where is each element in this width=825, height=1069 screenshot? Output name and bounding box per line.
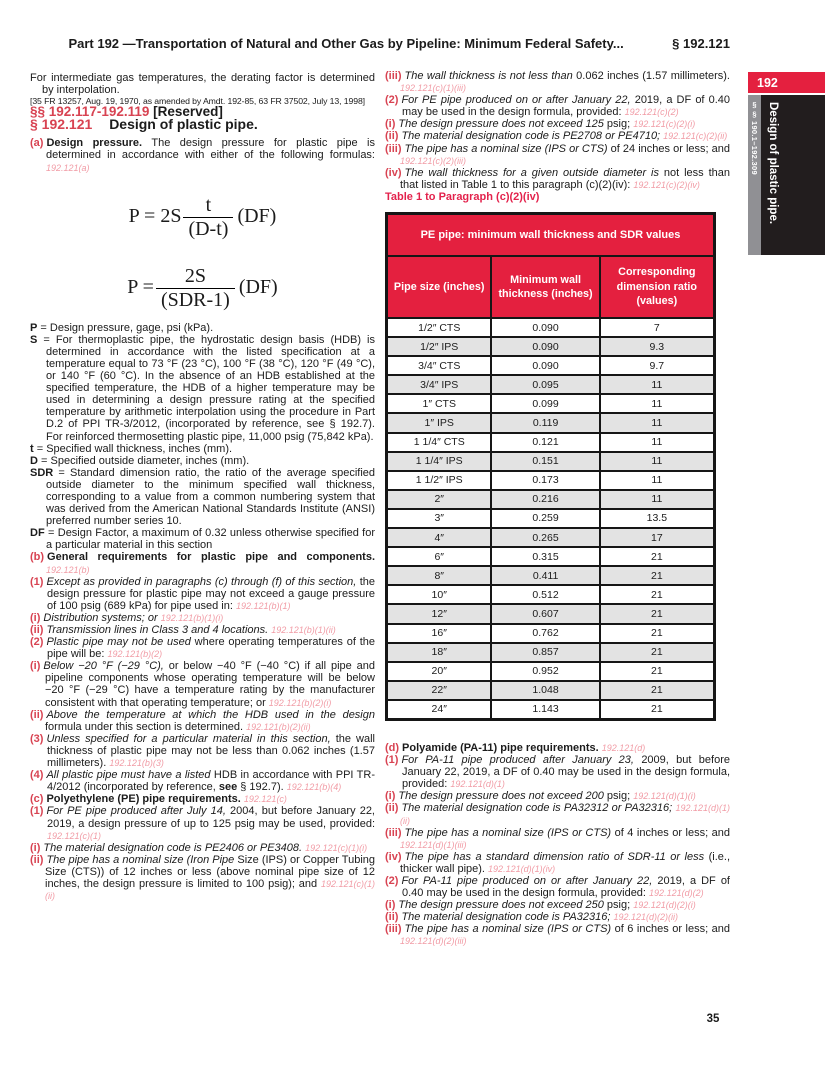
paragraph	[385, 94, 730, 118]
paragraph-number: (ii)	[30, 853, 44, 866]
paragraph	[385, 911, 730, 923]
sidebar-chapter-tab	[748, 95, 825, 255]
table-cell: 21	[600, 662, 715, 681]
table-cell: 11	[600, 394, 715, 413]
formula-definition	[30, 322, 375, 334]
paragraph-text: 2004, but before January 22, 2019, a design pressure of up to 125 psig may be used, provided:	[47, 805, 375, 830]
citation: 192.121(d)(1)(ii)	[400, 803, 730, 826]
paragraph	[30, 576, 375, 612]
paragraph-italic-text: The material designation code is PA32316;	[401, 911, 614, 924]
formula-rhs: (DF)	[238, 275, 278, 298]
paragraph-number: (1)	[30, 575, 44, 588]
paragraph-number: (ii)	[385, 802, 399, 815]
table-cell: 12″	[387, 604, 492, 623]
paragraph-text: 2019, a DF of 0.40 may be used in the design formula, provided:	[402, 94, 731, 119]
paragraph	[385, 802, 730, 826]
paragraph	[385, 875, 730, 899]
paragraph-number: (ii)	[30, 708, 44, 721]
paragraph	[385, 790, 730, 802]
definition-text: = For thermoplastic pipe, the hydrostatic design basis (HDB) is determined in accordance with the listed specification at a temperature equal to 73 °F (23 °C), 100 °F (38 °C), 120 °F (49 °C), or 140 °F (60 °C). In the absence of an HDB established at the specified temperature, the HDB of a higher temperature may be used in determining a design pressure rating at the specified temperature by arithmetic interpolation using the procedure in Part D.2 of PPI TR-3/2012, (incorporated by reference, see § 192.7). For reinforced thermosetting plastic pipe, 11,000 psig (75,842 kPa).	[43, 333, 375, 443]
table-cell: 1 1/2″ IPS	[387, 471, 492, 490]
table-cell: 21	[600, 547, 715, 566]
paragraph-number: (ii)	[385, 130, 399, 143]
paragraph-text: HDB in accordance with PPI TR-4/2012 (incorporated by reference,	[47, 769, 375, 794]
citation: 192.121(c)(2)(ii)	[663, 131, 728, 142]
design-pressure-formula-1	[30, 194, 375, 241]
paragraph-italic-text: The pipe has a nominal size (Iron Pipe	[46, 853, 235, 866]
paragraph	[385, 167, 730, 191]
table-cell: 0.121	[491, 433, 599, 452]
formula-denominator: (SDR-1)	[160, 288, 230, 311]
running-head-title: Part 192 —Transportation of Natural and Other Gas by Pipeline: Minimum Federal Safety...	[68, 36, 624, 51]
table-row	[387, 452, 715, 471]
paragraph-text: (i.e., thicker wall pipe).	[400, 850, 731, 875]
table-cell: 21	[600, 624, 715, 643]
table-row	[387, 318, 715, 337]
definition-text: = Design pressure, gage, psi (kPa).	[40, 321, 214, 334]
citation: 192.121(d)(1)(i)	[633, 791, 696, 802]
paragraph-number: (2)	[385, 94, 399, 107]
table-cell: 7	[600, 318, 715, 337]
paragraph-italic-text: The wall thickness for a given outside diameter is	[404, 166, 659, 179]
citation: 192.121(d)(2)(i)	[633, 900, 696, 911]
table-cell: 0.090	[491, 337, 599, 356]
paragraph-text: or below −40 °F (−40 °C) if all pipe and pipeline components whose operating temperature will be below −20 °F (−29 °C) have a temperature rating by the manufacturer consistent with that operating temperature; or	[45, 660, 375, 709]
paragraph-italic-text: The material designation code is PE2708 or PE4710;	[401, 130, 664, 143]
formula-fraction	[156, 265, 235, 312]
paragraph	[385, 742, 730, 754]
citation: 192.121(b)(2)(i)	[268, 697, 332, 708]
paragraph-text: The design pressure for plastic pipe is determined in accordance with either of the following formulas:	[46, 137, 375, 162]
paragraph-number: (i)	[30, 660, 41, 673]
page-number: 35	[706, 1013, 720, 1025]
table-cell: 0.512	[491, 585, 599, 604]
paragraph-number: (4)	[30, 769, 44, 782]
paragraph-text: Size (IPS) or Copper Tubing Size (CTS)) of 12 inches or less (above nominal pipe size of 12 inches, the design pressure is limited to 100 psig); and	[45, 853, 376, 890]
paragraph	[385, 923, 730, 947]
paragraph	[30, 769, 375, 793]
paragraph-text: psig;	[603, 899, 634, 912]
table-row	[387, 356, 715, 375]
table-cell: 0.173	[491, 471, 599, 490]
table-row	[387, 471, 715, 490]
paragraph	[30, 793, 375, 805]
citation: 192.121(d)(1)	[450, 779, 505, 790]
formula-definition	[30, 443, 375, 455]
definition-text: = Design Factor, a maximum of 0.32 unless otherwise specified for a particular material in this section	[46, 527, 375, 552]
running-head-section-ref: § 192.121	[672, 36, 730, 51]
paragraph-text: 0.062 inches (1.57 millimeters).	[572, 70, 730, 82]
table-cell: 3″	[387, 509, 492, 528]
definition-text: = Standard dimension ratio, the ratio of the average specified outside diameter to the minimum specified wall thickness, corresponding to a value from a common numbering system that was derived from the American National Standards Institute (ANSI) preferred number series 10.	[46, 466, 375, 528]
paragraph-italic-text: Except as provided in paragraphs (c) through (f) of this section,	[46, 575, 357, 588]
citation: 192.121(c)(2)(iii)	[400, 155, 467, 166]
paragraph-italic-text: The material designation code is PA32312 or PA32316;	[401, 802, 676, 815]
paragraph-italic-text: Transmission lines in Class 3 and 4 locations.	[46, 624, 272, 636]
table-title-row	[387, 214, 715, 257]
table-cell: 1.048	[491, 681, 599, 700]
table-cell: 1/2″ IPS	[387, 337, 492, 356]
paragraph-italic-text: Unless specified for a particular material in this section,	[46, 732, 331, 745]
paragraph-a-container	[30, 137, 375, 173]
paragraph-italic-text: Plastic pipe may not be used	[46, 636, 191, 649]
paragraph-number: (2)	[30, 636, 44, 649]
paragraph-number: (c)	[30, 793, 44, 806]
table-row	[387, 681, 715, 700]
paragraph-number: (i)	[385, 118, 396, 131]
paragraph-number: (iv)	[385, 850, 402, 863]
paragraph	[30, 805, 375, 841]
paragraph-number: (iii)	[385, 70, 402, 82]
paragraph-italic-text: The design pressure does not exceed 200	[398, 790, 604, 803]
paragraph-text: of 4 inches or less; and	[611, 826, 730, 839]
paragraph	[385, 143, 730, 167]
amendment-note: [35 FR 13257, Aug. 19, 1970, as amended by Amdt. 192-85, 63 FR 37502, July 13, 1998]	[30, 96, 365, 107]
table-row	[387, 528, 715, 547]
table-cell: 2″	[387, 490, 492, 509]
paragraph	[385, 118, 730, 130]
citation: 192.121(b)(1)(i)	[160, 612, 224, 623]
sidebar-tab	[748, 72, 825, 255]
definition-term: SDR	[30, 466, 54, 479]
definition-term: t	[30, 442, 34, 455]
table-title: PE pipe: minimum wall thickness and SDR values	[387, 214, 715, 257]
table-cell: 11	[600, 452, 715, 471]
formula-denominator: (D-t)	[188, 217, 229, 240]
citation: 192.121(b)	[46, 564, 90, 575]
paragraph-text: the wall thickness of plastic pipe may not be less than 0.062 inches (1.57 millimeters).	[47, 732, 375, 770]
table-cell: 0.762	[491, 624, 599, 643]
definition-term: P	[30, 321, 38, 334]
table-cell: 17	[600, 528, 715, 547]
formula-definition	[30, 527, 375, 551]
definition-term: DF	[30, 527, 45, 540]
formula-numerator: t	[183, 194, 233, 218]
column-header-min-wall-thickness: Minimum wall thickness (inches)	[491, 256, 599, 318]
paragraph-bold-heading: see	[218, 781, 238, 794]
left-paragraphs	[30, 551, 375, 902]
table-row	[387, 566, 715, 585]
sidebar-part-number: 192	[757, 75, 778, 90]
paragraph-italic-text: Distribution systems; or	[43, 611, 161, 624]
citation: 192.121(c)(1)(ii)	[45, 878, 375, 902]
table-row	[387, 337, 715, 356]
table-row	[387, 624, 715, 643]
paragraph-number: (i)	[385, 790, 396, 803]
paragraph	[30, 733, 375, 769]
design-pressure-formula-2	[30, 265, 375, 312]
paragraph-number: (1)	[385, 754, 399, 767]
table-cell: 9.3	[600, 337, 715, 356]
table-row	[387, 643, 715, 662]
citation: 192.121(b)(1)	[235, 600, 291, 611]
paragraph	[385, 130, 730, 142]
paragraph-text: psig;	[603, 790, 634, 803]
citation: 192.121(b)(2)	[107, 649, 163, 660]
formula-lhs: P = 2S	[128, 204, 182, 227]
table-cell: 0.259	[491, 509, 599, 528]
table-cell: 3/4″ CTS	[387, 356, 492, 375]
paragraph-text: not less than that listed in Table 1 to this paragraph (c)(2)(iv):	[400, 166, 730, 191]
table-cell: 0.216	[491, 490, 599, 509]
sidebar-range-strip	[748, 95, 761, 255]
table-row	[387, 375, 715, 394]
paragraph	[385, 70, 730, 94]
table-cell: 16″	[387, 624, 492, 643]
table-cell: 0.119	[491, 413, 599, 432]
formula-rhs: (DF)	[237, 204, 277, 227]
citation: 192.121(c)(1)(iii)	[400, 83, 467, 94]
right-column	[385, 70, 730, 948]
table-cell: 0.952	[491, 662, 599, 681]
citation: 192.121(b)(4)	[286, 782, 342, 793]
definition-text: = Specified outside diameter, inches (mm).	[41, 454, 250, 467]
paragraph-italic-text: The pipe has a nominal size (IPS or CTS)	[404, 826, 612, 839]
paragraph	[30, 660, 375, 708]
table-cell: 0.411	[491, 566, 599, 585]
table-cell: 0.099	[491, 394, 599, 413]
paragraph-number: (iii)	[385, 923, 402, 936]
table-cell: 1/2″ CTS	[387, 318, 492, 337]
citation: 192.121(d)(2)(ii)	[613, 912, 678, 923]
left-column	[30, 72, 375, 902]
paragraph	[30, 551, 375, 575]
paragraph-bold-heading: Polyamide (PA-11) pipe requirements.	[402, 741, 602, 754]
paragraph-number: (2)	[385, 875, 399, 888]
paragraph-number: (iv)	[385, 166, 402, 179]
paragraph-text: the design pressure for plastic pipe may not exceed a gauge pressure of 100 psig (689 kPa) for pipe used in:	[47, 575, 375, 612]
paragraph	[385, 899, 730, 911]
table-cell: 0.151	[491, 452, 599, 471]
table-cell: 11	[600, 433, 715, 452]
table-cell: 1 1/4″ IPS	[387, 452, 492, 471]
reserved-sections-label: [Reserved]	[153, 104, 223, 120]
table-cell: 1 1/4″ CTS	[387, 433, 492, 452]
citation: 192.121(d)	[601, 742, 646, 753]
formula-definitions	[30, 322, 375, 552]
paragraph-italic-text: For PE pipe produced after July 14,	[46, 805, 226, 818]
column-header-pipe-size: Pipe size (inches)	[387, 256, 492, 318]
table-cell: 0.095	[491, 375, 599, 394]
table-cell: 21	[600, 566, 715, 585]
paragraph-bold-heading: General requirements for plastic pipe and components.	[47, 551, 375, 564]
citation: 192.121(a)	[46, 162, 90, 173]
table-row	[387, 585, 715, 604]
table-cell: 22″	[387, 681, 492, 700]
table-row	[387, 490, 715, 509]
paragraph-italic-text: Above the temperature at which the HDB used in the design	[46, 708, 375, 721]
citation: 192.121(d)(2)	[649, 888, 704, 899]
right-paragraphs-top	[385, 70, 730, 191]
table-cell: 0.265	[491, 528, 599, 547]
table-header-row	[387, 256, 715, 318]
table-cell: 20″	[387, 662, 492, 681]
table-cell: 21	[600, 681, 715, 700]
sidebar-section-range: §§ 190.1–192.309	[750, 100, 759, 175]
table-cell: 11	[600, 490, 715, 509]
paragraph-italic-text: The wall thickness is not less than	[404, 70, 573, 82]
formula-lhs: P =	[127, 275, 154, 298]
column-header-dimension-ratio: Corresponding dimension ratio (values)	[600, 256, 715, 318]
paragraph-number: (d)	[385, 741, 400, 754]
table-cell: 4″	[387, 528, 492, 547]
table-cell: 8″	[387, 566, 492, 585]
table-cell: 11	[600, 471, 715, 490]
table-row	[387, 700, 715, 720]
section-title: Design of plastic pipe.	[109, 116, 258, 133]
table-cell: 13.5	[600, 509, 715, 528]
paragraph-text: of 24 inches or less; and	[607, 142, 730, 155]
citation: 192.121(d)(2)(iii)	[400, 936, 467, 947]
table-body	[387, 318, 715, 719]
paragraph	[30, 612, 375, 624]
citation: 192.121(c)(2)	[624, 107, 679, 118]
citation: 192.121(b)(2)(ii)	[246, 721, 311, 732]
paragraph	[385, 851, 730, 875]
table-cell: 10″	[387, 585, 492, 604]
table-cell: 21	[600, 604, 715, 623]
formula-definition	[30, 455, 375, 467]
page-header	[30, 36, 730, 51]
paragraph-number: (a)	[30, 137, 44, 150]
table-cell: 18″	[387, 643, 492, 662]
paragraph	[30, 636, 375, 660]
paragraph-text: 2019, a DF of 0.40 may be used in the design formula, provided:	[402, 875, 730, 900]
section-heading	[30, 116, 375, 133]
citation: 192.121(c)(1)(i)	[305, 842, 368, 853]
table-cell: 11	[600, 375, 715, 394]
table-row	[387, 604, 715, 623]
formula-numerator: 2S	[156, 265, 235, 289]
table-cell: 21	[600, 700, 715, 720]
definition-term: S	[30, 333, 38, 346]
paragraph-italic-text: All plastic pipe must have a listed	[46, 769, 211, 782]
paragraph-number: (ii)	[30, 624, 44, 636]
formula-definition	[30, 334, 375, 443]
citation: 192.121(d)(1)(iii)	[400, 839, 467, 850]
table-cell: 1″ CTS	[387, 394, 492, 413]
citation: 192.121(c)(2)(i)	[633, 119, 696, 130]
paragraph-italic-text: The pipe has a nominal size (IPS or CTS)	[404, 923, 612, 936]
paragraph-italic-text: For PE pipe produced on or after January 22,	[401, 94, 631, 107]
table-cell: 9.7	[600, 356, 715, 375]
section-number: § 192.121	[30, 116, 93, 133]
paragraph	[30, 842, 375, 854]
right-paragraphs-bottom	[385, 742, 730, 948]
paragraph	[385, 827, 730, 851]
paragraph-number: (iii)	[385, 142, 402, 155]
reserved-sections-number: §§ 192.117-192.119	[30, 104, 150, 120]
paragraph-text: 2009, but before January 22, 2019, a DF of 0.40 may be used in the design formula, provided:	[402, 754, 730, 791]
paragraph-italic-text: For PA-11 pipe produced after January 23,	[401, 754, 634, 767]
citation: 192.121(d)(1)(iv)	[488, 863, 556, 874]
table-cell: 0.607	[491, 604, 599, 623]
table-cell: 11	[600, 413, 715, 432]
sidebar-chapter-title: Design of plastic pipe.	[767, 102, 779, 225]
intro-paragraph: For intermediate gas temperatures, the derating factor is determined by interpolation.	[30, 72, 375, 97]
sidebar-part-badge	[748, 72, 825, 93]
citation: 192.121(c)(2)(iv)	[633, 179, 700, 190]
pe-pipe-table	[385, 212, 716, 721]
paragraph	[30, 709, 375, 733]
table-cell: 6″	[387, 547, 492, 566]
paragraph-text: § 192.7).	[237, 781, 287, 794]
paragraph-number: (iii)	[385, 826, 402, 839]
paragraph-text: psig;	[603, 118, 634, 131]
paragraph-italic-text: The material designation code is PE2406 or PE3408.	[43, 841, 306, 854]
definition-term: D	[30, 454, 38, 467]
definition-text: = Specified wall thickness, inches (mm).	[36, 442, 233, 455]
paragraph-number: (b)	[30, 551, 45, 564]
paragraph	[30, 854, 375, 902]
table-row	[387, 509, 715, 528]
paragraph-bold-heading: Polyethylene (PE) pipe requirements.	[46, 793, 244, 806]
table-cell: 0.090	[491, 356, 599, 375]
paragraph	[385, 754, 730, 790]
paragraph-italic-text: For PA-11 pipe produced on or after January 22,	[401, 875, 653, 888]
paragraph-number: (i)	[30, 611, 41, 624]
table-row	[387, 413, 715, 432]
table-cell: 0.090	[491, 318, 599, 337]
paragraph-italic-text: The pipe has a standard dimension ratio of SDR-11 or less	[404, 850, 705, 863]
paragraph-text: of 6 inches or less; and	[611, 923, 730, 936]
paragraph-text: formula under this section is determined.	[45, 720, 247, 733]
paragraph-number: (i)	[30, 841, 41, 854]
table-cell: 0.315	[491, 547, 599, 566]
paragraph-number: (1)	[30, 805, 44, 818]
formula-fraction	[183, 194, 233, 241]
table-cell: 3/4″ IPS	[387, 375, 492, 394]
table-cell: 1.143	[491, 700, 599, 720]
paragraph-number: (i)	[385, 899, 396, 912]
paragraph-text: where operating temperatures of the pipe will be:	[47, 636, 376, 661]
table-cell: 0.857	[491, 643, 599, 662]
paragraph-italic-text: The design pressure does not exceed 125	[398, 118, 604, 131]
paragraph	[30, 137, 375, 173]
paragraph	[30, 624, 375, 636]
citation: 192.121(c)(1)	[47, 830, 102, 841]
paragraph-italic-text: Below −20 °F (−29 °C),	[43, 660, 164, 673]
table-cell: 24″	[387, 700, 492, 720]
formula-definition	[30, 467, 375, 527]
citation: 192.121(c)	[243, 794, 287, 805]
paragraph-number: (ii)	[385, 911, 399, 924]
citation: 192.121(b)(1)(ii)	[271, 625, 336, 635]
table-row	[387, 547, 715, 566]
table-cell: 1″ IPS	[387, 413, 492, 432]
table-row	[387, 433, 715, 452]
paragraph-italic-text: The design pressure does not exceed 250	[398, 899, 604, 912]
table-cell: 21	[600, 585, 715, 604]
paragraph-italic-text: The pipe has a nominal size (IPS or CTS)	[404, 142, 608, 155]
citation: 192.121(b)(3)	[109, 758, 164, 769]
table-caption: Table 1 to Paragraph (c)(2)(iv)	[385, 190, 540, 203]
table-row	[387, 394, 715, 413]
table-row	[387, 662, 715, 681]
paragraph-number: (3)	[30, 732, 44, 745]
table-cell: 21	[600, 643, 715, 662]
paragraph-bold-heading: Design pressure.	[46, 137, 143, 150]
